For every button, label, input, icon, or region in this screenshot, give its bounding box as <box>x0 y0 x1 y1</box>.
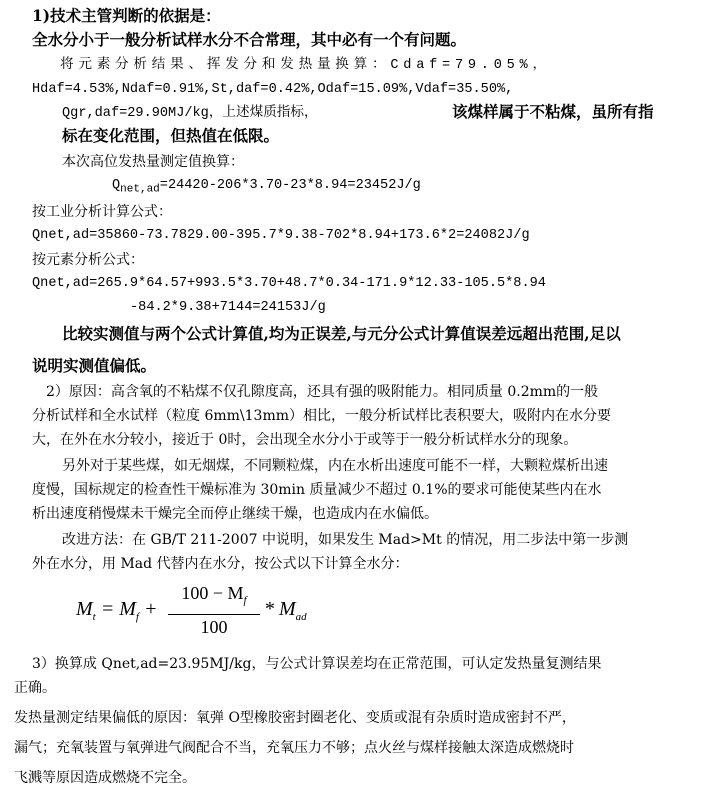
element-analysis-line-3: Qgr,daf=29.90MJ/kg，上述煤质指标， <box>62 106 318 121</box>
formula-qnet-1 <box>112 176 421 200</box>
other-reason-line-2: 度慢，国标规定的检查性干燥标准为 30min 质量减少不超过 0.1%的要求可能使某些内在水 <box>32 482 602 498</box>
reason-line-1: 2）原因：高含氧的不粘煤不仅孔隙度高，还具有强的吸附能力。相同质量 0.2mm的一般 <box>46 384 599 400</box>
reason-line-3: 大，在外在水分较小，接近于 0时，会出现全水分小于或等于一般分析试样水分的现象。 <box>32 432 578 448</box>
equation-numerator: $100 - M_f$ <box>181 583 247 607</box>
improvement-line-2: 外在水分，用 Mad 代替内在水分，按公式以下计算全水分： <box>32 556 409 572</box>
other-reason-line-1: 另外对于某些煤，如无烟煤，不同颗粒煤，内在水析出速度可能不一样，大颗粒煤析出速 <box>62 458 608 474</box>
cause-line-2: 漏气；充氧装置与氧弹进气阀配合不当，充氧压力不够；点火丝与煤样接触太深造成燃烧时 <box>14 740 574 756</box>
total-moisture-equation <box>76 580 336 640</box>
section-heading-1: 1)技术主管判断的依据是： <box>32 6 221 25</box>
element-analysis-line-2: Hdaf=4.53%,Ndaf=0.91%,St,daf=0.42%,Odaf=15.09%,Vdaf=35.50%, <box>32 82 514 97</box>
calorific-low-note: 标在变化范围，但热值在低限。 <box>62 126 280 145</box>
non-caking-coal-note: 该煤样属于不粘煤，虽所有指 <box>452 102 654 121</box>
comparison-statement-1: 比较实测值与两个公式计算值,均为正误差,与元分公式计算值误差远超出范围,足以 <box>62 324 621 343</box>
cause-line-3: 飞溅等原因造成燃烧不完全。 <box>14 770 196 786</box>
formula-qnet-3a: Qnet,ad=265.9*64.57+993.5*3.70+48.7*0.34-171.9*12.33-105.5*8.94 <box>32 276 546 291</box>
cause-line-1: 发热量测定结果偏低的原因：氧弹 O型橡胶密封圈老化、变质或混有杂质时造成密封不严， <box>14 710 576 726</box>
judgement-statement: 全水分小于一般分析试样水分不合常理，其中必有一个有问题。 <box>32 30 467 49</box>
formula-qnet-2: Qnet,ad=35860-73.7829.00-395.7*9.38-702*8.94+173.6*2=24082J/g <box>32 228 530 243</box>
equation-rhs: * $M_{ad}$ <box>264 598 307 623</box>
reason-line-2: 分析试样和全水试样（粒度 6mm\13mm）相比，一般分析试样比表积要大，吸附内在水分要 <box>32 408 611 424</box>
comparison-statement-2: 说明实测值偏低。 <box>32 356 157 375</box>
other-reason-line-3: 析出速度稍慢煤未干燥完全而停止继续干燥，也造成内在水偏低。 <box>32 506 438 522</box>
formula-qnet-3b: -84.2*9.38+7144=24153J/g <box>130 300 326 315</box>
equation-denominator: 100 <box>168 614 260 639</box>
conversion-line-1: 3）换算成 Qnet,ad=23.95MJ/kg，与公式计算误差均在正常范围，可认定发热量复测结果 <box>32 656 602 672</box>
equation-fraction <box>168 580 260 639</box>
equation-lhs: $M_t = M_f$ + <box>76 598 158 623</box>
element-analysis-line-1: 将元素分析结果、挥发分和发热量换算：Cdaf=79.05%， <box>60 58 551 73</box>
formula-q-expression: =24420-206*3.70-23*8.94=23452J/g <box>159 178 421 193</box>
formula-q-subscript: net,ad <box>120 183 160 196</box>
conversion-line-2: 正确。 <box>14 680 56 696</box>
element-formula-label: 按元素分析公式： <box>32 252 144 268</box>
high-calorific-conversion-label: 本次高位发热量测定值换算： <box>62 154 244 170</box>
formula-q-symbol: Q <box>112 178 121 193</box>
improvement-line-1: 改进方法：在 GB/T 211-2007 中说明，如果发生 Mad>Mt 的情况，用二步法中第一步测 <box>62 532 629 548</box>
industrial-formula-label: 按工业分析计算公式： <box>32 204 172 220</box>
